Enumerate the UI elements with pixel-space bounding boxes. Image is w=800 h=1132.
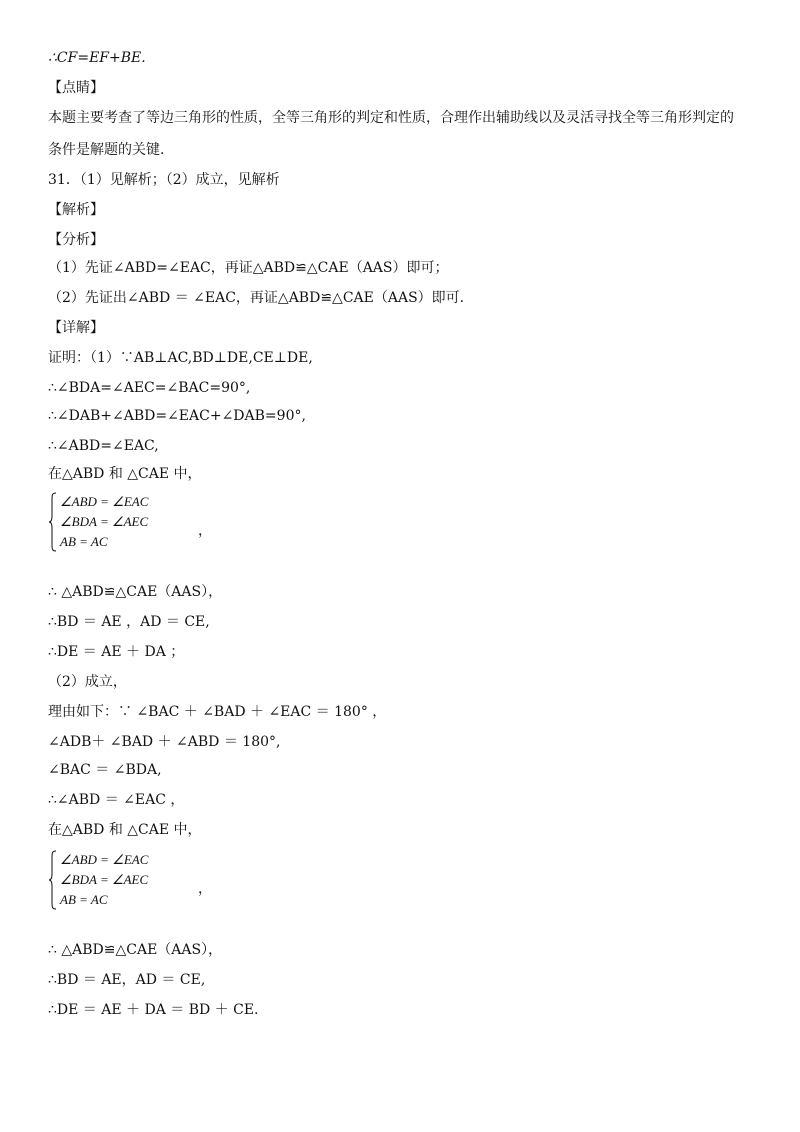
text-line: ∴BD ＝ AE，AD ＝ CE, bbox=[48, 972, 206, 988]
text-line: （1）先证∠ABD=∠EAC，再证△ABD≌△CAE（AAS）即可； bbox=[48, 260, 449, 276]
answer-line: 31．（1）见解析；（2）成立，见解析 bbox=[48, 172, 280, 188]
text-line: 理由如下：∵ ∠BAC ＋ ∠BAD ＋ ∠EAC ＝ 180° ， bbox=[48, 704, 387, 720]
text-line: ∴BD ＝ AE ，AD ＝ CE, bbox=[48, 614, 210, 630]
equation-line: ∠BDA = ∠AEC bbox=[60, 872, 149, 887]
text-line: ∴∠DAB+∠ABD=∠EAC+∠DAB=90°, bbox=[48, 408, 306, 424]
text-line: ∴ △ABD≌△CAE（AAS）， bbox=[48, 942, 223, 958]
text-line: ∴ △ABD≌△CAE（AAS）， bbox=[48, 584, 223, 600]
text-line: （2）成立， bbox=[48, 674, 127, 690]
text-line: 条件是解题的关键. bbox=[48, 142, 165, 158]
text-line: ∴∠ABD=∠EAC, bbox=[48, 438, 159, 454]
equation-line: AB = AC bbox=[60, 534, 108, 549]
text-line: 本题主要考查了等边三角形的性质，全等三角形的判定和性质，合理作出辅助线以及灵活寻找全等三角形判定的 bbox=[48, 110, 734, 126]
left-brace-icon bbox=[48, 850, 58, 910]
text-line: ∴DE ＝ AE ＋ DA ＝ BD ＋ CE. bbox=[48, 1002, 259, 1018]
section-heading-dianjing: 【点睛】 bbox=[48, 80, 104, 96]
equation-system-2 bbox=[48, 850, 248, 910]
text-line: 在△ABD 和 △CAE 中， bbox=[48, 466, 202, 482]
text-line: ∴∠ABD ＝ ∠EAC ， bbox=[48, 792, 185, 808]
text-line: ∠BAC ＝ ∠BDA, bbox=[48, 762, 162, 778]
equation-line: AB = AC bbox=[60, 892, 108, 907]
text-line: 证明：（1）∵AB⊥AC,BD⊥DE,CE⊥DE, bbox=[48, 350, 313, 366]
text-line: ∴∠BDA=∠AEC=∠BAC=90°, bbox=[48, 380, 251, 396]
section-heading-jiexi: 【解析】 bbox=[48, 202, 104, 218]
text-line: ∴DE ＝ AE ＋ DA ； bbox=[48, 644, 185, 660]
section-heading-xiangjie: 【详解】 bbox=[48, 320, 104, 336]
text-line: 在△ABD 和 △CAE 中， bbox=[48, 822, 202, 838]
equation-system-1 bbox=[48, 492, 248, 552]
equation-line: ∠ABD = ∠EAC bbox=[60, 494, 149, 509]
section-heading-fenxi: 【分析】 bbox=[48, 232, 104, 248]
text-line: ∠ADB＋ ∠BAD ＋ ∠ABD ＝ 180°, bbox=[48, 734, 281, 750]
left-brace-icon bbox=[48, 492, 58, 552]
text-line: ∴CF=EF+BE. bbox=[48, 50, 146, 66]
text-line: （2）先证出∠ABD ＝ ∠EAC，再证△ABD≌△CAE（AAS）即可. bbox=[48, 290, 465, 306]
equation-comma: ， bbox=[198, 523, 212, 539]
equation-line: ∠BDA = ∠AEC bbox=[60, 514, 149, 529]
equation-comma: ， bbox=[198, 881, 212, 897]
equation-line: ∠ABD = ∠EAC bbox=[60, 852, 149, 867]
